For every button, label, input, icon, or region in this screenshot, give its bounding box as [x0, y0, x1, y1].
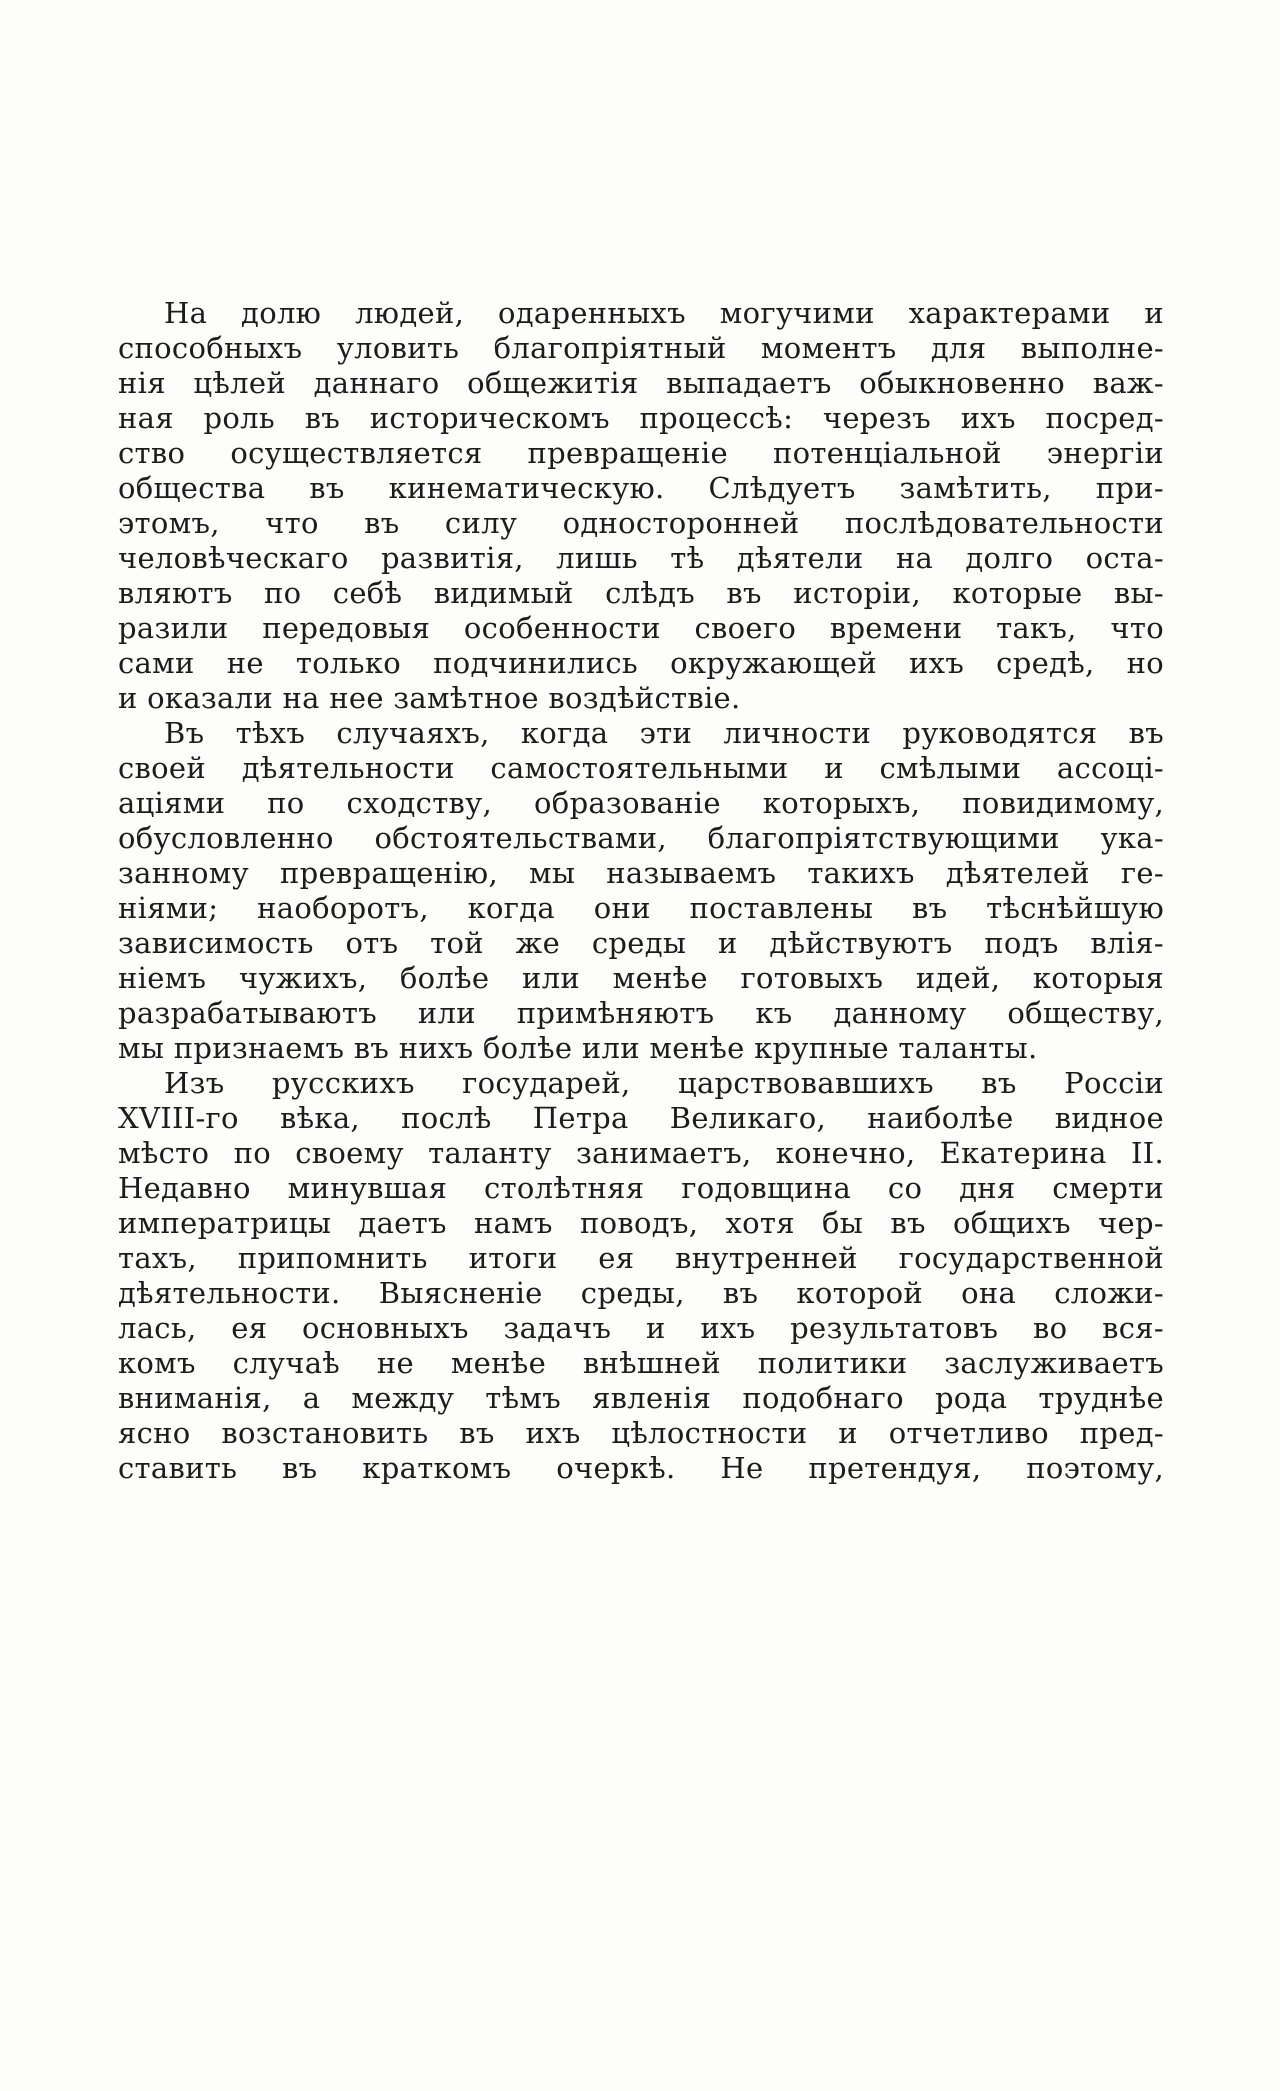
- text-line: На долю людей, одаренныхъ могучими характерами и: [164, 296, 1164, 330]
- text-line: ніемъ чужихъ, болѣе или менѣе готовыхъ идей, которыя: [118, 961, 1164, 995]
- text-line: ясно возстановить въ ихъ цѣлостности и отчетливо пред-: [118, 1416, 1164, 1450]
- text-line: сами не только подчинились окружающей ихъ средѣ, но: [118, 646, 1164, 680]
- text-line: нія цѣлей даннаго общежитія выпадаетъ обыкновенно важ-: [118, 366, 1164, 400]
- text-line: ніями; наоборотъ, когда они поставлены въ тѣснѣйшую: [118, 891, 1164, 925]
- text-line: аціями по сходству, образованіе которыхъ, повидимому,: [118, 786, 1164, 820]
- text-line: тахъ, припомнить итоги ея внутренней государственной: [118, 1241, 1164, 1275]
- text-line: занному превращенію, мы называемъ такихъ дѣятелей ге-: [118, 856, 1164, 890]
- text-line: лась, ея основныхъ задачъ и ихъ результатовъ во вся-: [118, 1311, 1164, 1345]
- text-line: Изъ русскихъ государей, царствовавшихъ въ Россіи: [164, 1066, 1164, 1100]
- text-line: Недавно минувшая столѣтняя годовщина со дня смерти: [118, 1171, 1164, 1205]
- text-line: мѣсто по своему таланту занимаетъ, конечно, Екатерина II.: [118, 1136, 1164, 1170]
- text-line: ная роль въ историческомъ процессѣ: черезъ ихъ посред-: [118, 401, 1164, 435]
- text-line: дѣятельности. Выясненіе среды, въ которой она сложи-: [118, 1276, 1164, 1310]
- text-line: общества въ кинематическую. Слѣдуетъ замѣтить, при-: [118, 471, 1164, 505]
- text-block: [118, 296, 1164, 1486]
- text-line: комъ случаѣ не менѣе внѣшней политики заслуживаетъ: [118, 1346, 1164, 1380]
- text-line: императрицы даетъ намъ поводъ, хотя бы въ общихъ чер-: [118, 1206, 1164, 1240]
- text-line: вляютъ по себѣ видимый слѣдъ въ исторіи, которые вы-: [118, 576, 1164, 610]
- text-line: разили передовыя особенности своего времени такъ, что: [118, 611, 1164, 645]
- text-line: обусловленно обстоятельствами, благопріятствующими ука-: [118, 821, 1164, 855]
- text-line: Въ тѣхъ случаяхъ, когда эти личности руководятся въ: [164, 716, 1164, 750]
- text-line: своей дѣятельности самостоятельными и смѣлыми ассоці-: [118, 751, 1164, 785]
- text-line: XVIII-го вѣка, послѣ Петра Великаго, наиболѣе видное: [118, 1101, 1164, 1135]
- text-line: разрабатываютъ или примѣняютъ къ данному обществу,: [118, 996, 1164, 1030]
- text-line: этомъ, что въ силу односторонней послѣдовательности: [118, 506, 1164, 540]
- text-line: ставить въ краткомъ очеркѣ. Не претендуя, поэтому,: [118, 1451, 1164, 1485]
- text-line: ство осуществляется превращеніе потенціальной энергіи: [118, 436, 1164, 470]
- text-line: способныхъ уловить благопріятный моментъ для выполне-: [118, 331, 1164, 365]
- text-line: мы признаемъ въ нихъ болѣе или менѣе крупные таланты.: [118, 1031, 1038, 1065]
- text-line: зависимость отъ той же среды и дѣйствуютъ подъ влія-: [118, 926, 1164, 960]
- text-line: вниманія, а между тѣмъ явленія подобнаго рода труднѣе: [118, 1381, 1164, 1415]
- text-line: и оказали на нее замѣтное воздѣйствіе.: [118, 681, 741, 715]
- text-line: человѣческаго развитія, лишь тѣ дѣятели на долго оста-: [118, 541, 1164, 575]
